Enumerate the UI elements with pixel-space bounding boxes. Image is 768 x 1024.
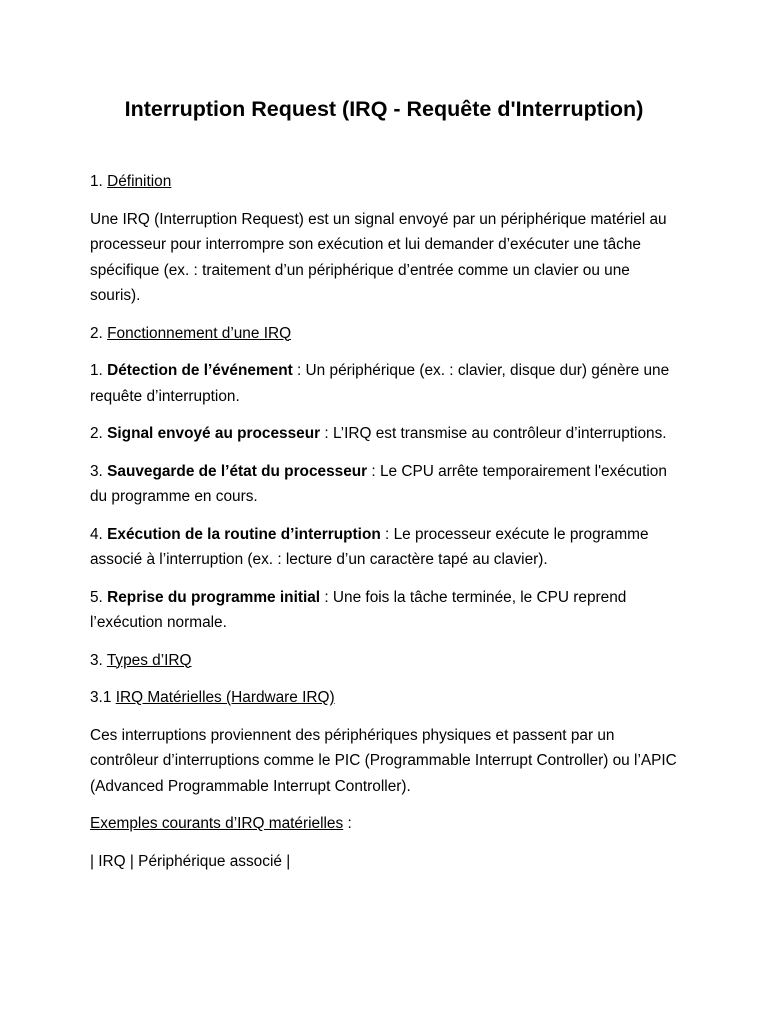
- section-number: 3.: [90, 651, 103, 669]
- examples-label-suffix: :: [343, 815, 352, 832]
- step-item: [90, 585, 678, 636]
- section-heading-text: Types d’IRQ: [106, 651, 192, 669]
- step-number: 2.: [90, 425, 103, 442]
- hardware-irq-paragraph: Ces interruptions proviennent des périphériques physiques et passent par un contrôleur d’interruptions comme le PIC (Programmable Interrupt Controller) ou l’APIC (Advanced Programmable Interrupt Controller).: [90, 726, 677, 795]
- subsection-number: 3.1: [90, 689, 112, 706]
- section-number: 2.: [90, 324, 103, 342]
- step-item: [90, 358, 678, 409]
- step-number: 3.: [90, 462, 103, 480]
- section-heading-types: [90, 648, 678, 674]
- section-number: 1.: [90, 173, 103, 190]
- step-item: [90, 522, 678, 573]
- step-term: Exécution de la routine d’interruption: [107, 525, 381, 543]
- section-heading-text: Fonctionnement d’une IRQ: [107, 324, 292, 342]
- step-term: Signal envoyé au processeur: [107, 425, 321, 442]
- step-item: [90, 459, 678, 510]
- step-term: Sauvegarde de l’état du processeur: [107, 462, 368, 480]
- step-text: : Une fois la tâche terminée, le CPU reprend l’exécution normale.: [90, 588, 627, 631]
- examples-label-text: Exemples courants d’IRQ matérielles: [90, 815, 344, 832]
- step-term: Détection de l’événement: [107, 362, 293, 379]
- step-text: : Le processeur exécute le programme associé à l’interruption (ex. : lecture d’un caractère tapé au clavier).: [90, 525, 649, 568]
- step-text: : Le CPU arrête temporairement l'exécution du programme en cours.: [90, 462, 667, 505]
- subsection-heading-text: IRQ Matérielles (Hardware IRQ): [115, 689, 335, 706]
- definition-paragraph: Une IRQ (Interruption Request) est un signal envoyé par un périphérique matériel au processeur pour interrompre son exécution et lui demander d’exécuter une tâche spécifique (ex. : traitement d’un périphérique d’entrée comme un clavier ou une souris).: [90, 210, 667, 304]
- section-heading-text: Définition: [107, 173, 172, 190]
- section-heading-definition: [90, 169, 678, 195]
- section-heading-fonctionnement: [90, 321, 678, 347]
- document-title: Interruption Request (IRQ - Requête d'Interruption): [124, 97, 644, 121]
- step-number: 1.: [90, 362, 103, 379]
- step-item: [90, 421, 678, 447]
- step-text: : L’IRQ est transmise au contrôleur d’interruptions.: [320, 425, 667, 442]
- step-number: 5.: [90, 588, 103, 606]
- subsection-heading-hardware-irq: [90, 685, 678, 711]
- step-term: Reprise du programme initial: [107, 588, 321, 606]
- step-text: : Un périphérique (ex. : clavier, disque dur) génère une requête d’interruption.: [90, 362, 670, 405]
- irq-table-header-row: | IRQ | Périphérique associé |: [90, 852, 291, 870]
- examples-label: [90, 811, 678, 837]
- step-number: 4.: [90, 525, 103, 543]
